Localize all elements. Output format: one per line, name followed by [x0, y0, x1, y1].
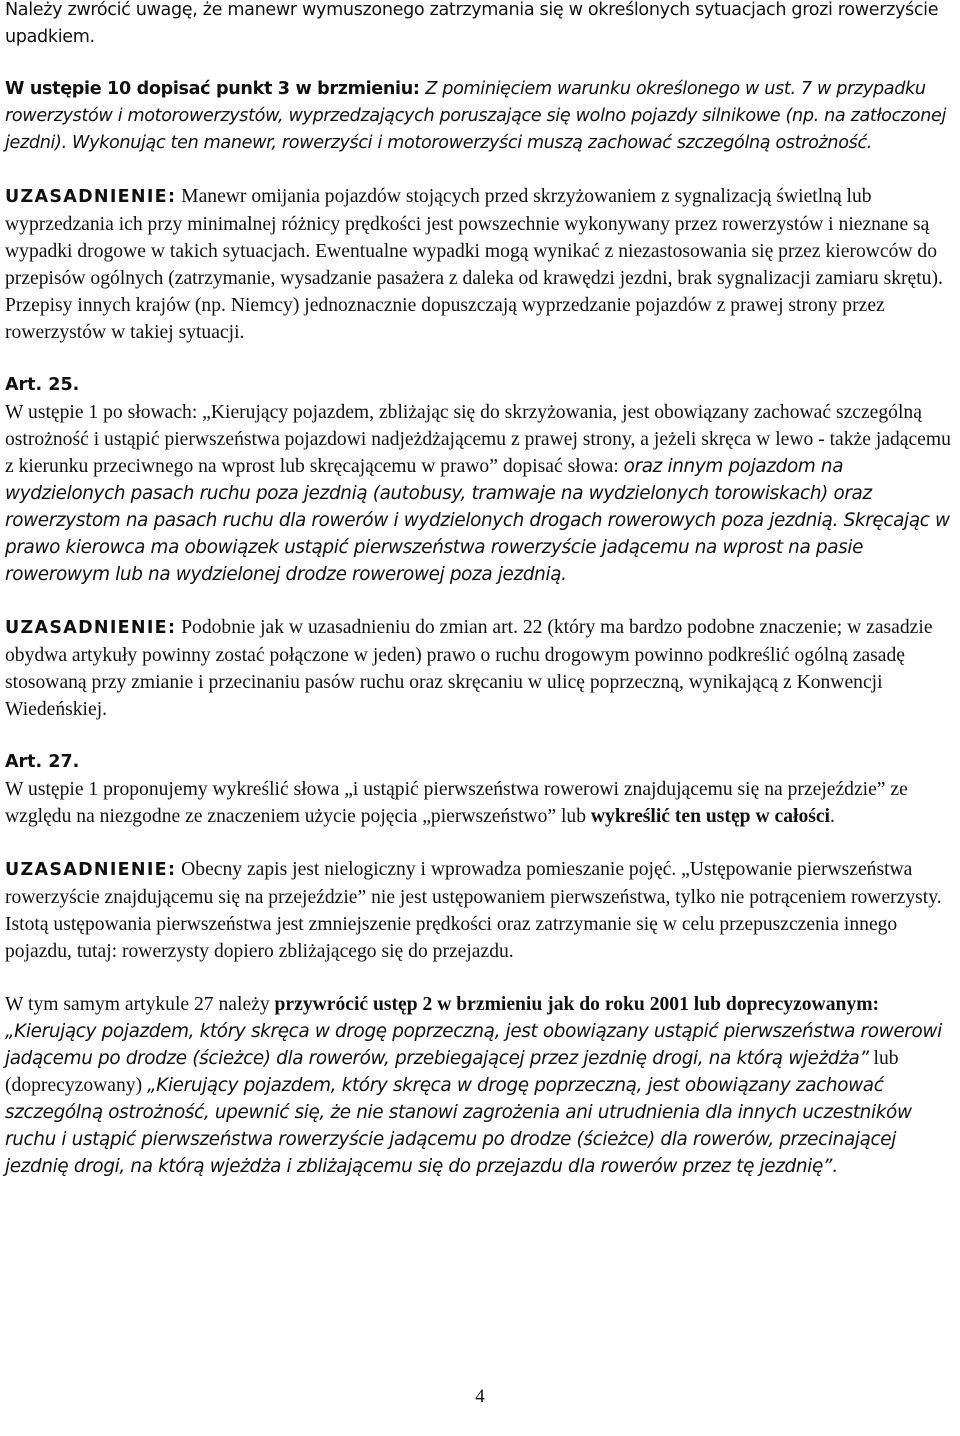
- art25-heading: Art. 25.: [5, 375, 80, 395]
- final-text-2: lub (doprecyzowany): [5, 1048, 899, 1096]
- spacer: [5, 588, 955, 614]
- spacer: [5, 723, 955, 749]
- final-text-3: .: [832, 1156, 837, 1177]
- final-bold: przywrócić ustęp 2 w brzmieniu jak do roku 2001 lub doprecyzowanym:: [274, 994, 880, 1015]
- amend10-paragraph: [5, 76, 955, 157]
- intro-text: Należy zwrócić uwagę, że manewr wymuszonego zatrzymania się w określonych sytuacjach grozi rowerzyście upadkiem.: [5, 0, 939, 47]
- amend10-lead: W ustępie 10 dopisać punkt 3 w brzmieniu:: [5, 79, 426, 99]
- justification-1-text: Manewr omijania pojazdów stojących przed skrzyżowaniem z sygnalizacją świetlną lub wyprzedzania ich przy minimalnej różnicy prędkości jest powszechnie wykonywany przez rowerzystów i nieznane są wypadki drogowe w takich sytuacjach. Ewentualne wypadki mogą wynikać z niezastosowania się przez kierowców do przepisów ogólnych (zatrzymanie, wysadzanie pasażera z daleka od krawędzi jezdni, brak sygnalizacji zamiaru skrętu). Przepisy innych krajów (np. Niemcy) jednoznacznie dopuszczają wyprzedzanie pojazdów z prawej strony przez rowerzystów w takiej sytuacji.: [5, 186, 943, 343]
- justification-1: [5, 183, 955, 346]
- art27-heading: Art. 27.: [5, 752, 80, 772]
- spacer: [5, 157, 955, 183]
- justification-label: UZASADNIENIE:: [5, 860, 177, 880]
- art25-text-1: W ustępie 1 po słowach: „Kierujący pojazdem, zbliżając się do skrzyżowania, jest obowiązany zachować szczególną ostrożność i ustąpić pierwszeństwa pojazdowi nadjeżdżającemu z prawej strony, a jeżeli skręca w lewo - także jadącemu z kierunku przeciwnego na wprost lub skręcającemu w prawo” dopisać słowa:: [5, 402, 951, 477]
- page-number: 4: [475, 1386, 485, 1407]
- amend10-text: Z pominięciem warunku określonego w ust. 7 w przypadku rowerzystów i motorowerzystów, wyprzedzających poruszające się wolno pojazdy silnikowe (np. na zatłoczonej jezdni). Wykonując ten manewr, rowerzyści i motorowerzyści muszą zachować szczególną ostrożność.: [5, 79, 947, 153]
- final-paragraph: [5, 991, 955, 1180]
- spacer: [5, 830, 955, 856]
- art25-text-2: oraz innym pojazdom na wydzielonych pasach ruchu poza jezdnią (autobusy, tramwaje na wydzielonych torowiskach) oraz rowerzystom na pasach ruchu dla rowerów i wydzielonych drogach rowerowych poza jezdnią. Skręcając w prawo kierowca ma obowiązek ustąpić pierwszeństwa rowerzyście jadącemu na wprost na pasie rowerowym lub na wydzielonej drodze rowerowej poza jezdnią.: [5, 456, 950, 585]
- justification-2-text: Podobnie jak w uzasadnieniu do zmian art. 22 (który ma bardzo podobne znaczenie; w zasadzie obydwa artykuły powinny zostać połączone w jeden) prawo o ruchu drogowym powinno podkreślić ogólną zasadę stosowaną przy zmianie i przecinaniu pasów ruchu oraz skręcaniu w ulicę poprzeczną, wynikającą z Konwencji Wiedeńskiej.: [5, 617, 933, 720]
- final-quote-1: „Kierujący pojazdem, który skręca w drogę poprzeczną, jest obowiązany ustąpić pierwszeństwa rowerowi jadącemu po drodze (ścieżce) dla rowerów, przebiegającej przez jezdnię drogi, na którą wjeżdża”: [5, 1021, 942, 1069]
- spacer: [5, 965, 955, 991]
- spacer: [5, 346, 955, 372]
- final-text-1: W tym samym artykule 27 należy: [5, 994, 275, 1015]
- final-quote-2: „Kierujący pojazdem, który skręca w drogę poprzeczną, jest obowiązany zachować szczególną ostrożność, upewnić się, że nie stanowi zagrożenia ani utrudnienia dla innych uczestników ruchu i ustąpić pierwszeństwa rowerzyście jadącemu po drodze (ścieżce) dla rowerów, przecinającej jezdnię drogi, na którą wjeżdża i zbliżającemu się do przejazdu dla rowerów przez tę jezdnię”: [5, 1075, 912, 1177]
- art27-text-1: W ustępie 1 proponujemy wykreślić słowa „i ustąpić pierwszeństwa rowerowi znajdującemu się na przejeździe” ze względu na niezgodne ze znaczeniem użycie pojęcia „pierwszeństwo” lub: [5, 779, 908, 827]
- art27-text-2: .: [830, 806, 835, 827]
- spacer: [5, 51, 955, 76]
- intro-paragraph: [5, 0, 955, 51]
- art25-paragraph: [5, 399, 955, 588]
- justification-label: UZASADNIENIE:: [5, 618, 177, 638]
- art27-paragraph: [5, 776, 955, 830]
- document-page: [5, 0, 955, 1180]
- justification-label: UZASADNIENIE:: [5, 187, 177, 207]
- art27-bold: wykreślić ten ustęp w całości: [590, 806, 831, 827]
- justification-3: [5, 856, 955, 965]
- justification-3-text: Obecny zapis jest nielogiczny i wprowadza pomieszanie pojęć. „Ustępowanie pierwszeństwa rowerzyście znajdującemu się na przejeździe” nie jest ustępowaniem pierwszeństwa, tylko nie potrąceniem rowerzysty. Istotą ustępowania pierwszeństwa jest zmniejszenie prędkości oraz zatrzymanie się w celu przepuszczenia innego pojazdu, tutaj: rowerzysty dopiero zbliżającego się do przejazdu.: [5, 859, 942, 962]
- justification-2: [5, 614, 955, 723]
